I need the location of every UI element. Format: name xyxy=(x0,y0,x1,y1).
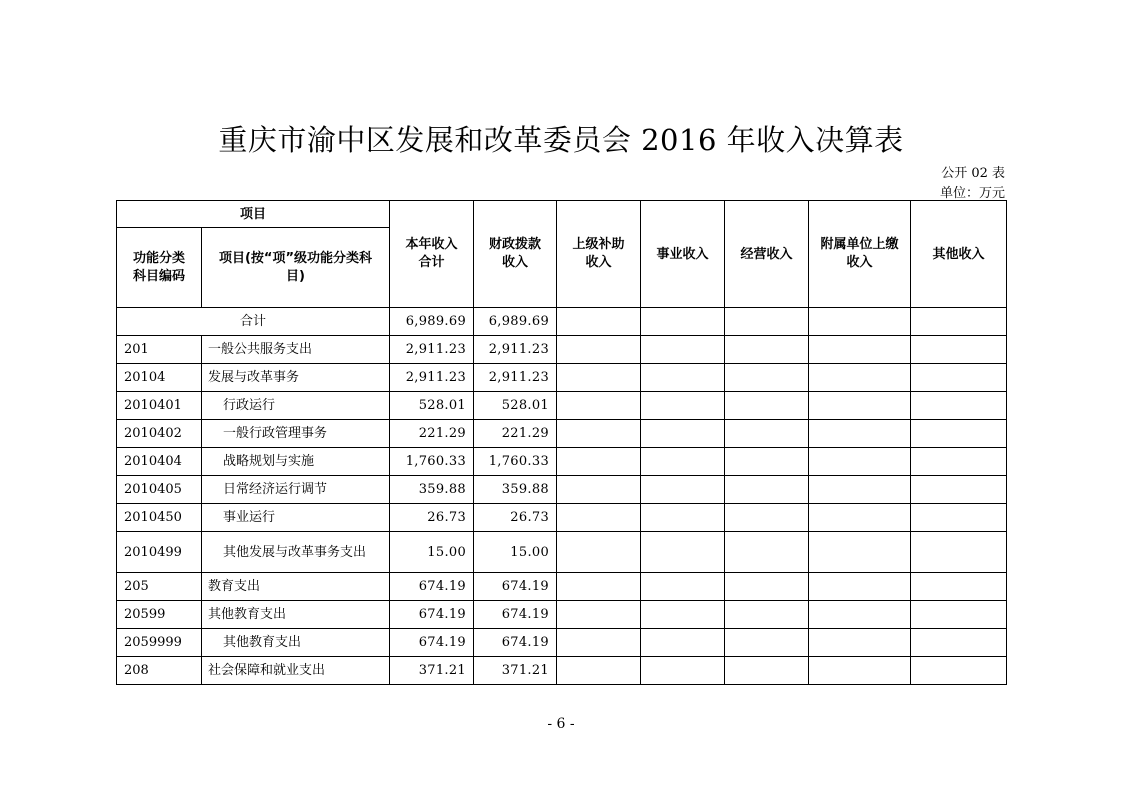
table-row: 20104 发展与改革事务 2,911.23 2,911.23 xyxy=(117,364,1007,392)
unit-label: 单位：万元 xyxy=(939,186,1005,201)
table-row: 2010450 事业运行 26.73 26.73 xyxy=(117,504,1007,532)
header-col-business: 事业收入 xyxy=(641,201,725,308)
table-row: 205 教育支出 674.19 674.19 xyxy=(117,573,1007,601)
header-name: 项目(按“项”级功能分类科目) xyxy=(202,228,390,308)
table-row-total: 合计 6,989.69 6,989.69 xyxy=(117,308,1007,336)
table-row: 208 社会保障和就业支出 371.21 371.21 xyxy=(117,657,1007,685)
form-number: 公开 02 表 xyxy=(941,166,1005,181)
table-row: 2010404 战略规划与实施 1,760.33 1,760.33 xyxy=(117,448,1007,476)
table-row: 2010402 一般行政管理事务 221.29 221.29 xyxy=(117,420,1007,448)
table-row: 2010405 日常经济运行调节 359.88 359.88 xyxy=(117,476,1007,504)
header-item-group: 项目 xyxy=(117,201,390,228)
page-number: - 6 - xyxy=(547,716,575,732)
header-col-superior: 上级补助收入 xyxy=(557,201,641,308)
table-row: 2059999 其他教育支出 674.19 674.19 xyxy=(117,629,1007,657)
header-col-affiliated: 附属单位上缴收入 xyxy=(809,201,911,308)
table-row: 2010499 其他发展与改革事务支出 15.00 15.00 xyxy=(117,532,1007,573)
table-row: 20599 其他教育支出 674.19 674.19 xyxy=(117,601,1007,629)
header-code: 功能分类科目编码 xyxy=(117,228,202,308)
header-col-operating: 经营收入 xyxy=(725,201,809,308)
header-col-total: 本年收入合计 xyxy=(390,201,474,308)
table-row: 201 一般公共服务支出 2,911.23 2,911.23 xyxy=(117,336,1007,364)
total-label: 合计 xyxy=(117,308,390,336)
table-row: 2010401 行政运行 528.01 528.01 xyxy=(117,392,1007,420)
header-col-other: 其他收入 xyxy=(911,201,1007,308)
header-col-fiscal: 财政拨款收入 xyxy=(474,201,557,308)
revenue-table xyxy=(116,200,1007,685)
document-title: 重庆市渝中区发展和改革委员会 2016 年收入决算表 xyxy=(218,123,904,157)
